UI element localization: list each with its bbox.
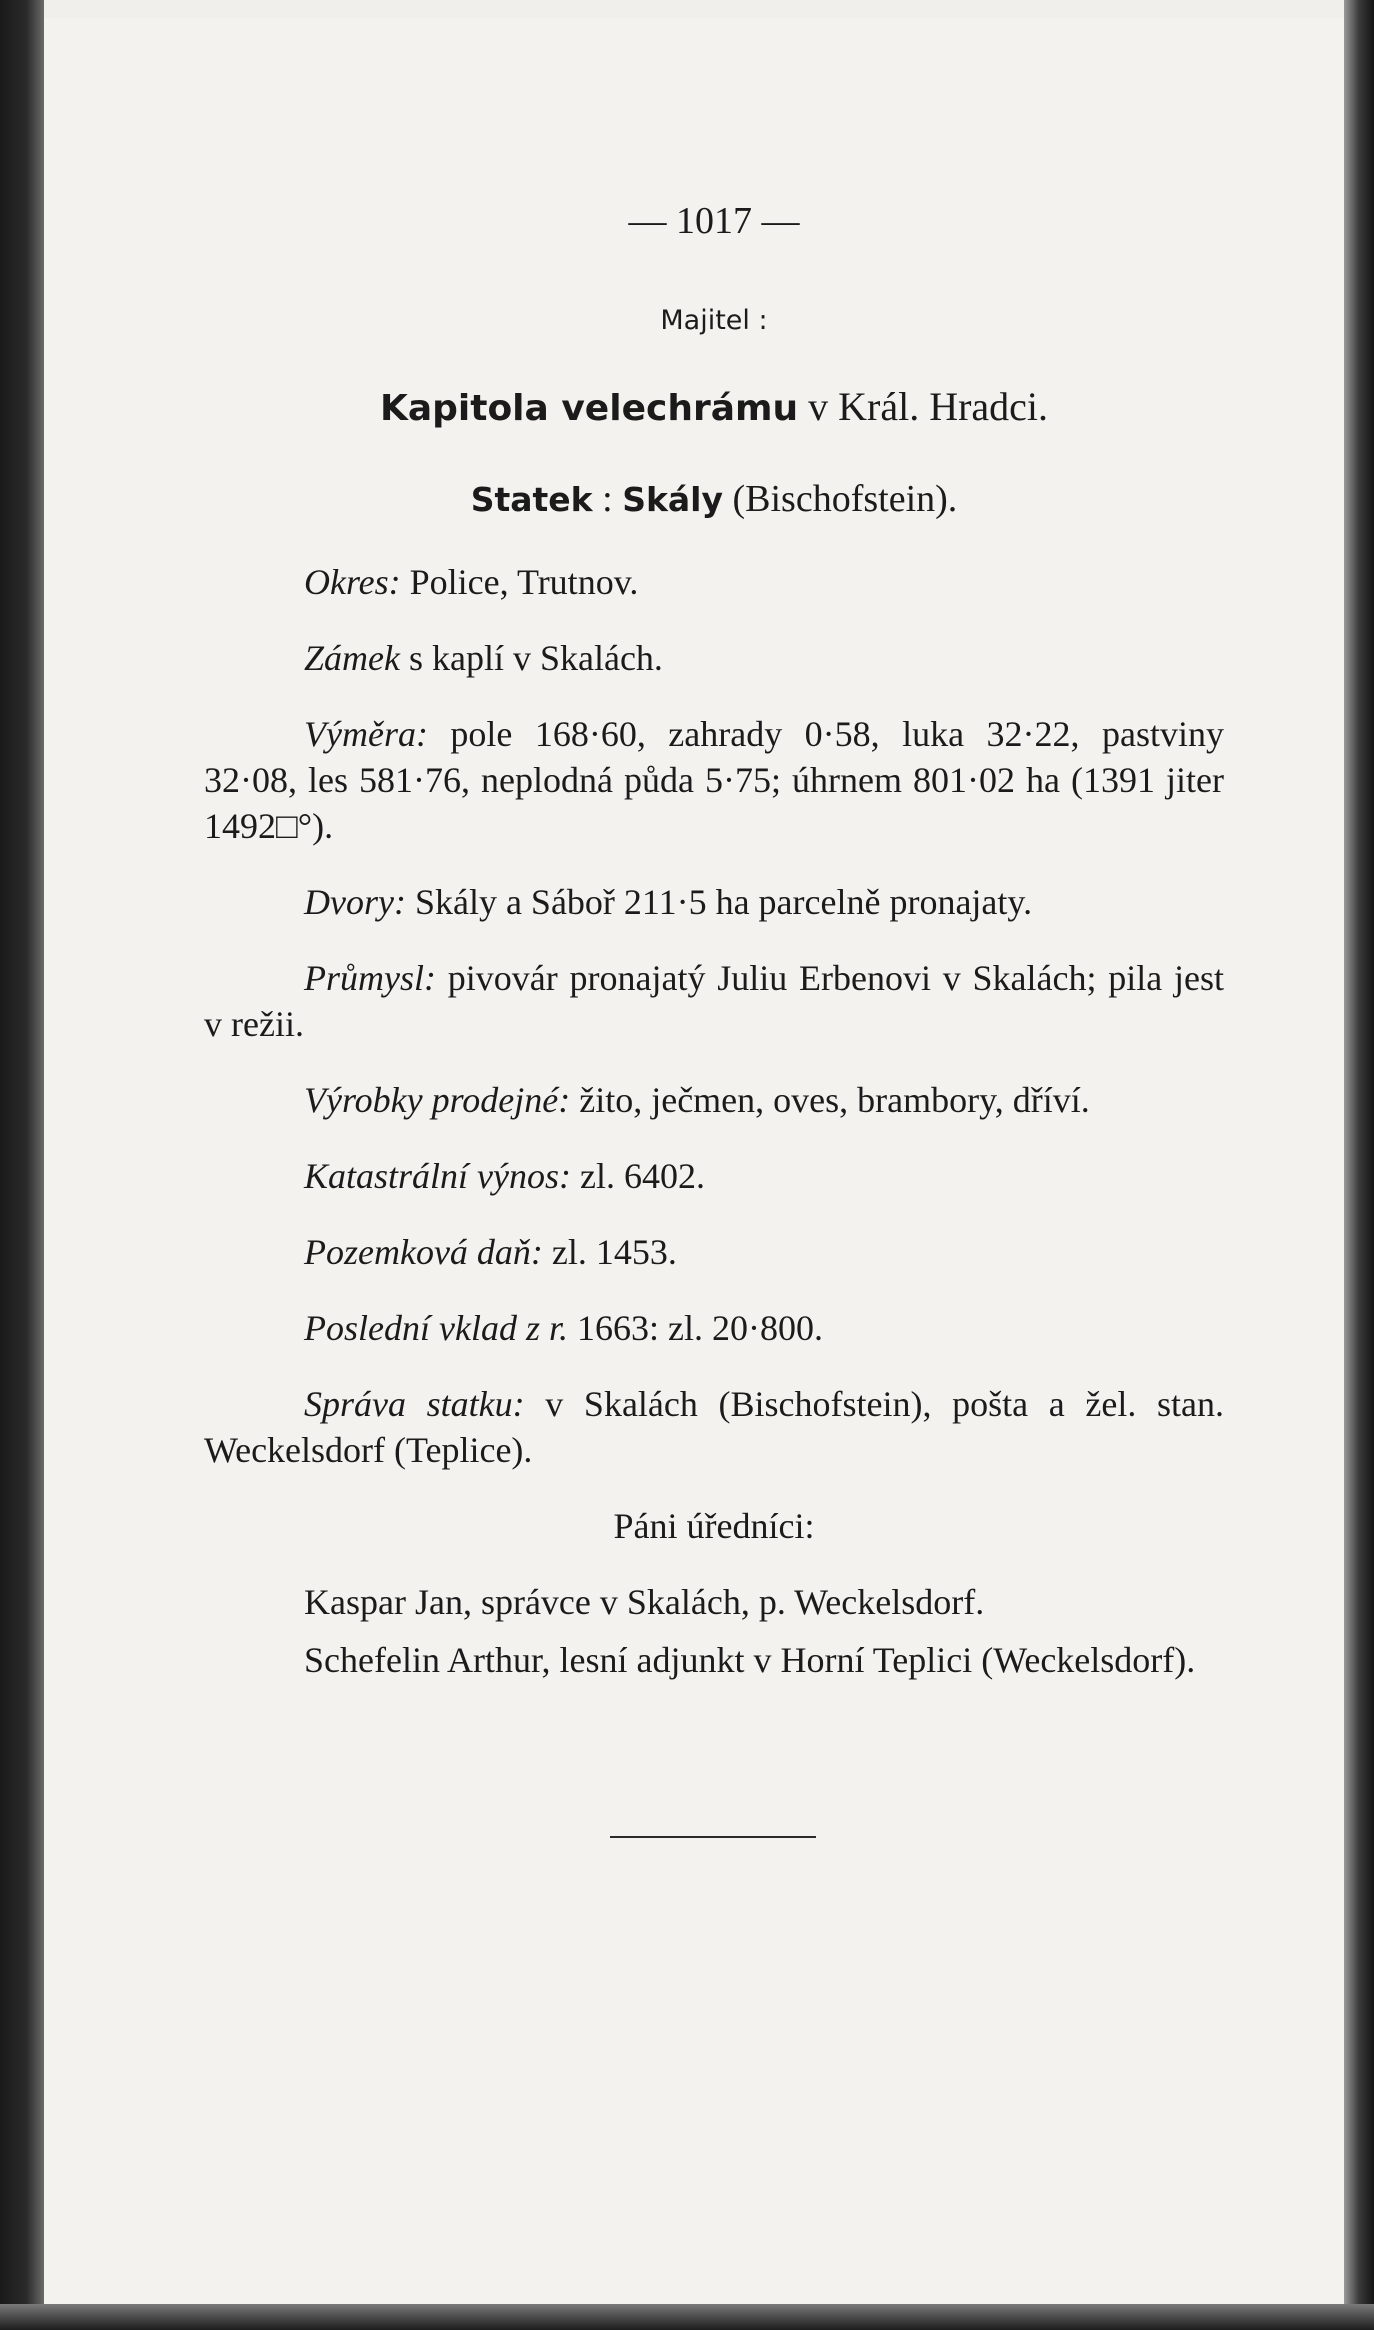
entry-katastr — [204, 1153, 1224, 1199]
entry-label: Okres: — [304, 562, 401, 602]
entry-label: Pozemková daň: — [304, 1232, 543, 1272]
section-rule — [610, 1836, 816, 1838]
entry-label: Poslední vklad z r. — [304, 1308, 568, 1348]
entry-dan — [204, 1229, 1224, 1275]
entry-label: Katastrální výnos: — [304, 1156, 571, 1196]
estate-name: Skály — [622, 480, 723, 519]
entry-label: Výměra: — [304, 714, 428, 754]
owner-title — [204, 384, 1224, 432]
entry-text: pole 168·60, zahrady 0·58, luka 32·22, pastviny 32·08, les 581·76, neplodná půda 5·75; úhrnem 801·02 ha (1391 jiter 1492□°). — [204, 714, 1224, 846]
owner-name: Kapitola velechrámu — [379, 388, 799, 429]
entry-okres — [204, 559, 1224, 605]
entry-text: Police, Trutnov. — [400, 562, 639, 602]
official-entry: Schefelin Arthur, lesní adjunkt v Horní Teplici (Weckelsdorf). — [304, 1640, 1196, 1680]
entry-label: Dvory: — [304, 882, 406, 922]
entry-text: s kaplí v Skalách. — [399, 638, 663, 678]
official-entry: Kaspar Jan, správce v Skalách, p. Weckelsdorf. — [304, 1582, 985, 1622]
owner-location: v Král. Hradci. — [798, 384, 1049, 429]
entry-dvory — [204, 879, 1224, 925]
entry-prumysl — [204, 955, 1224, 1047]
entry-text: Skály a Sáboř 211·5 ha parcelně pronajaty. — [405, 882, 1033, 922]
entry-sprava — [204, 1381, 1224, 1473]
entry-zamek — [204, 635, 1224, 681]
entry-text: žito, ječmen, oves, brambory, dříví. — [570, 1080, 1090, 1120]
estate-title — [204, 476, 1224, 523]
page-number: — 1017 — — [628, 200, 800, 242]
entry-label: Správa statku: — [304, 1384, 525, 1424]
page-content — [204, 198, 1224, 1713]
entry-text: v Skalách (Bischofstein), pošta a žel. stan. Weckelsdorf (Teplice). — [204, 1384, 1224, 1470]
entry-text: 1663: zl. 20·800. — [567, 1308, 823, 1348]
officials-heading: Páni úředníci: — [613, 1506, 815, 1546]
entry-vklad — [204, 1305, 1224, 1351]
entry-text: zl. 6402. — [571, 1156, 705, 1196]
entry-text: zl. 1453. — [542, 1232, 677, 1272]
scan-border-left — [0, 0, 44, 2330]
book-page — [44, 18, 1344, 2304]
entry-text: pivovár pronajatý Juliu Erbenovi v Skalách; pila jest v režii. — [204, 958, 1224, 1044]
entry-label: Výrobky prodejné: — [304, 1080, 571, 1120]
entry-label: Průmysl: — [304, 958, 436, 998]
estate-alt-name: (Bischofstein). — [723, 478, 958, 520]
entry-vyrobky — [204, 1077, 1224, 1123]
estate-separator: : — [592, 478, 623, 520]
owner-label: Majitel : — [660, 305, 768, 336]
scan-border-bottom — [0, 2304, 1374, 2330]
scan-border-right — [1344, 0, 1374, 2330]
estate-label: Statek — [470, 480, 593, 519]
entry-label: Zámek — [304, 638, 400, 678]
entry-vymera — [204, 711, 1224, 849]
